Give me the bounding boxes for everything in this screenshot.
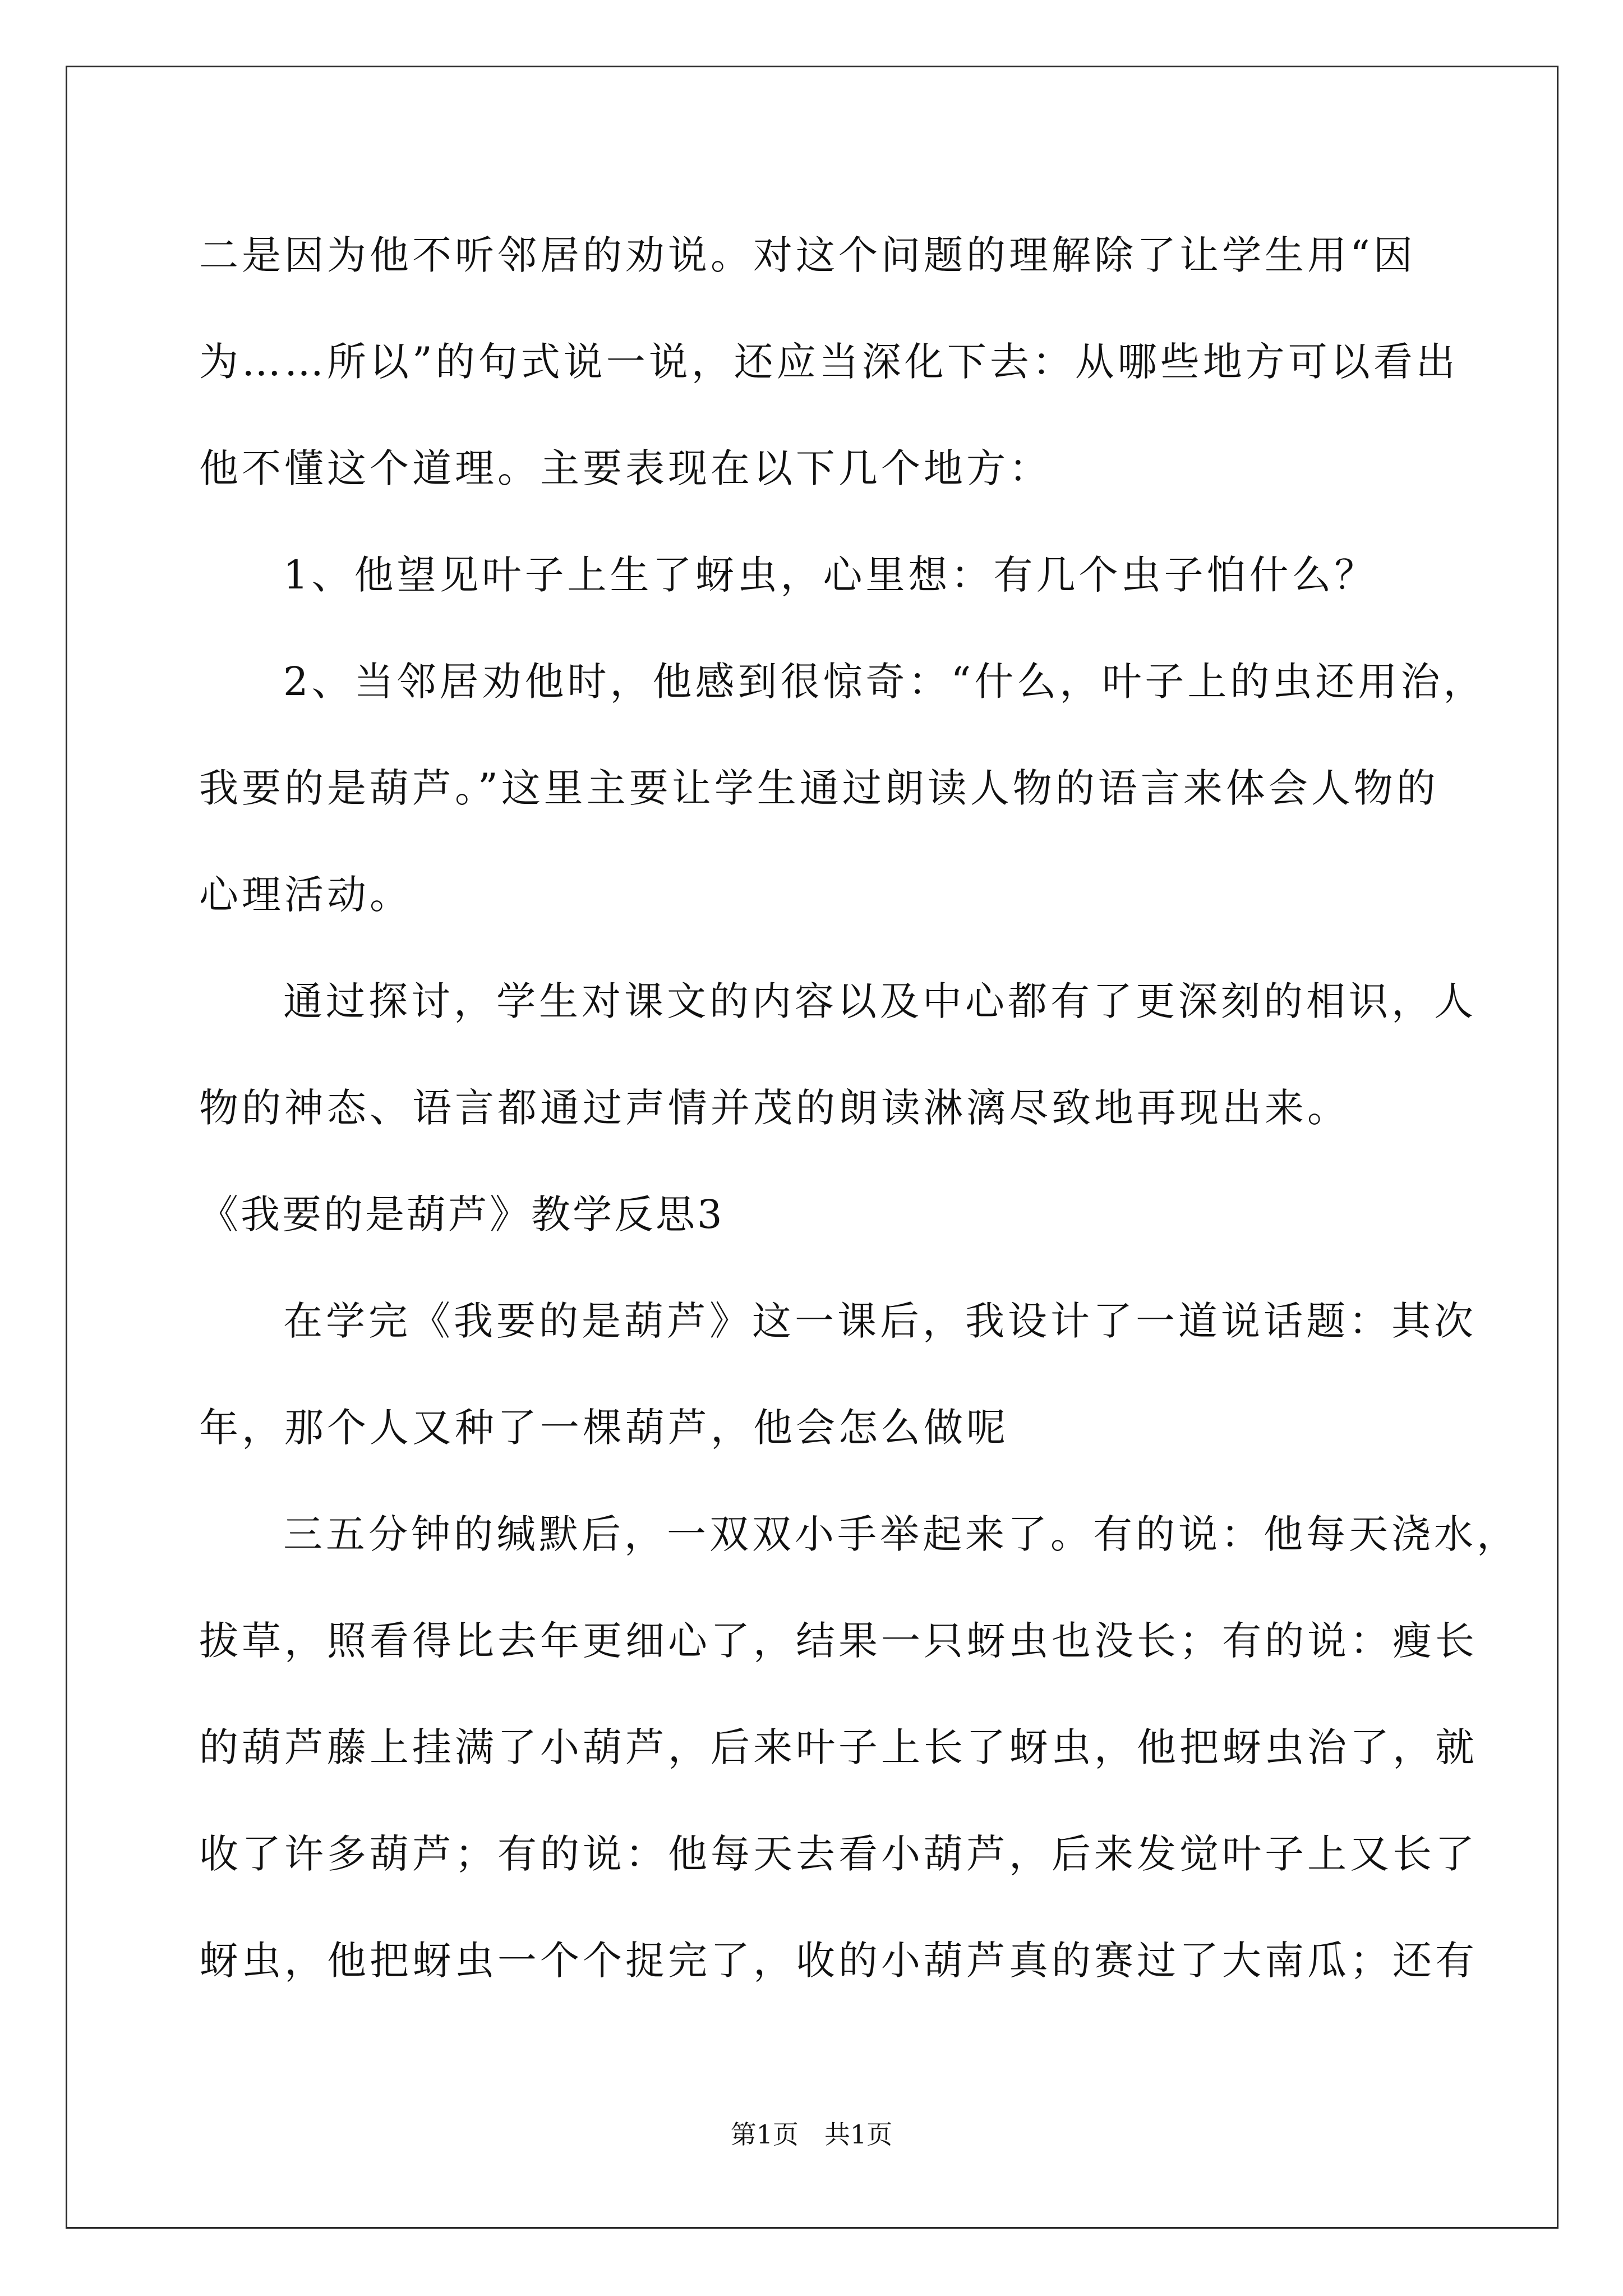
document-body	[199, 213, 1519, 2025]
text-line: 收了许多葫芦；有的说：他每天去看小葫芦，后来发觉叶子上又长了	[199, 1831, 1478, 1877]
text-line: 的葫芦藤上挂满了小葫芦，后来叶子上长了蚜虫，他把蚜虫治了，就	[199, 1724, 1478, 1770]
text-line: 心理活动。	[199, 872, 412, 918]
text-line: 他不懂这个道理。主要表现在以下几个地方：	[199, 445, 1052, 491]
paragraph-start: 在学完《我要的是葫芦》这一课后，我设计了一道说话题：其次	[283, 1298, 1477, 1344]
text-line: 年，那个人又种了一棵葫芦，他会怎么做呢	[199, 1405, 1009, 1451]
list-item: 2、当邻居劝他时，他感到很惊奇：“什么，叶子上的虫还用治，	[283, 659, 1486, 705]
text-line: 为……所以”的句式说一说，还应当深化下去：从哪些地方可以看出	[199, 339, 1459, 385]
text-line: 拔草，照看得比去年更细心了，结果一只蚜虫也没长；有的说：瘦长	[199, 1618, 1478, 1664]
paragraph-start: 通过探讨，学生对课文的内容以及中心都有了更深刻的相识，人	[283, 978, 1477, 1024]
list-item: 1、他望见叶子上生了蚜虫，心里想：有几个虫子怕什么？	[283, 552, 1377, 598]
text-line: 物的神态、语言都通过声情并茂的朗读淋漓尽致地再现出来。	[199, 1085, 1350, 1131]
page-total: 共1页	[824, 2119, 893, 2150]
page-number: 第1页	[730, 2119, 799, 2150]
text-line: 我要的是葫芦。”这里主要让学生通过朗读人物的语言来体会人物的	[199, 765, 1439, 811]
page-footer	[0, 2118, 1623, 2151]
paragraph-start: 三五分钟的缄默后，一双双小手举起来了。有的说：他每天浇水，	[283, 1511, 1519, 1557]
text-line: 二是因为他不听邻居的劝说。对这个问题的理解除了让学生用“因	[199, 232, 1416, 278]
text-line: 蚜虫，他把蚜虫一个个捉完了，收的小葫芦真的赛过了大南瓜；还有	[199, 1938, 1478, 1984]
section-heading: 《我要的是葫芦》教学反思3	[199, 1191, 725, 1237]
